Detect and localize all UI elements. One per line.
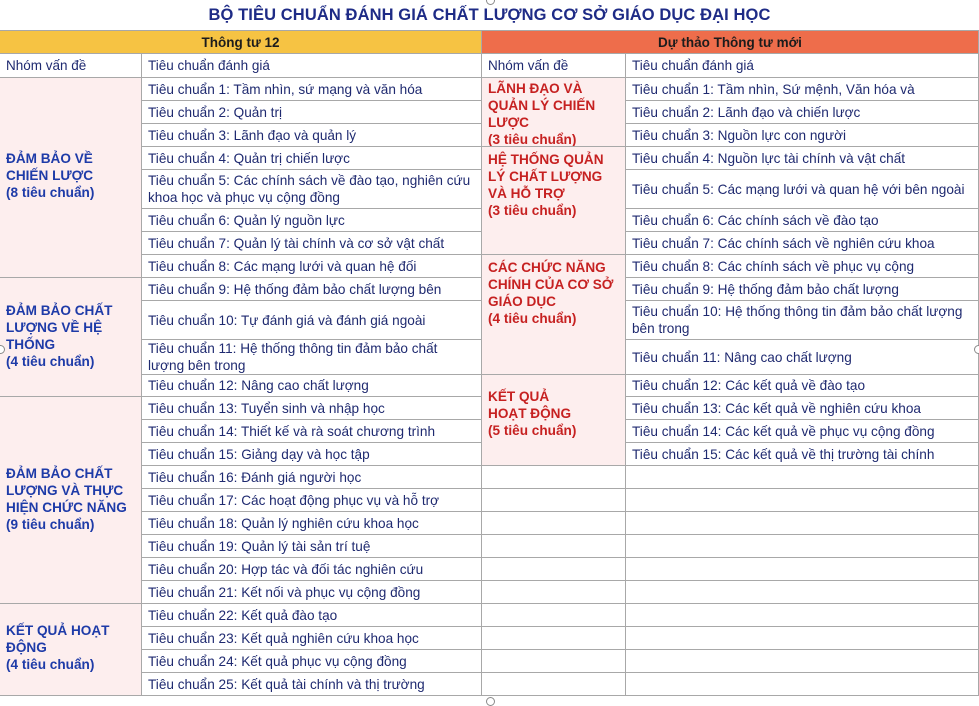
empty-cell xyxy=(482,673,626,696)
right-standard-text: Tiêu chuẩn 1: Tầm nhìn, Sứ mệnh, Văn hóa và xyxy=(632,81,915,97)
right-group-title: LÃNH ĐẠO VÀ QUẢN LÝ CHIẾN LƯỢC xyxy=(488,81,596,130)
left-group-title: ĐẢM BẢO CHẤT LƯỢNG VÀ THỰC HIỆN CHỨC NĂNG xyxy=(6,466,127,515)
right-standard-row xyxy=(626,232,979,255)
empty-row xyxy=(626,535,979,558)
left-standard-text: Tiêu chuẩn 6: Quản lý nguồn lực xyxy=(148,212,345,228)
right-group-2 xyxy=(482,147,626,255)
left-standard-text: Tiêu chuẩn 14: Thiết kế và rà soát chương trình xyxy=(148,423,436,439)
empty-row xyxy=(626,604,979,627)
left-standard-row xyxy=(142,209,482,232)
left-group-col-header: Nhóm vấn đề xyxy=(0,54,142,78)
right-standard-text: Tiêu chuẩn 14: Các kết quả về phục vụ cộng đồng xyxy=(632,423,935,439)
right-standard-row xyxy=(626,301,979,340)
right-standard-text: Tiêu chuẩn 11: Nâng cao chất lượng xyxy=(632,349,852,365)
empty-cell xyxy=(482,604,626,627)
right-group-title: HỆ THỐNG QUẢN LÝ CHẤT LƯỢNG VÀ HỖ TRỢ xyxy=(488,152,604,201)
right-standard-row xyxy=(626,147,979,170)
right-group-count: (3 tiêu chuẩn) xyxy=(488,132,577,147)
left-standard-text: Tiêu chuẩn 23: Kết quả nghiên cứu khoa học xyxy=(148,630,419,646)
left-standard-text: Tiêu chuẩn 3: Lãnh đạo và quản lý xyxy=(148,127,357,143)
right-group-1 xyxy=(482,78,626,147)
right-group-count: (5 tiêu chuẩn) xyxy=(488,423,577,438)
right-standard-text: Tiêu chuẩn 3: Nguồn lực con người xyxy=(632,127,847,143)
left-standard-text: Tiêu chuẩn 19: Quản lý tài sản trí tuệ xyxy=(148,538,371,554)
left-group-4 xyxy=(0,604,142,696)
left-standard-row xyxy=(142,627,482,650)
empty-cell xyxy=(482,558,626,581)
right-standard-row xyxy=(626,78,979,101)
left-group-title: KẾT QUẢ HOẠT ĐỘNG xyxy=(6,623,110,655)
left-standard-text: Tiêu chuẩn 5: Các chính sách về đào tạo, nghiên cứu khoa học và phục vụ cộng đồng xyxy=(148,173,471,205)
left-standard-text: Tiêu chuẩn 21: Kết nối và phục vụ cộng đồng xyxy=(148,584,421,600)
left-group-3 xyxy=(0,397,142,604)
empty-cell xyxy=(482,650,626,673)
empty-cell xyxy=(482,627,626,650)
right-standard-row xyxy=(626,255,979,278)
right-group-count: (3 tiêu chuẩn) xyxy=(488,203,577,218)
resize-handle[interactable] xyxy=(974,345,979,354)
page-title: BỘ TIÊU CHUẨN ĐÁNH GIÁ CHẤT LƯỢNG CƠ SỞ GIÁO DỤC ĐẠI HỌC xyxy=(0,0,979,31)
empty-row xyxy=(626,627,979,650)
right-standard-text: Tiêu chuẩn 12: Các kết quả về đào tạo xyxy=(632,378,866,393)
left-standard-row xyxy=(142,673,482,696)
left-standard-row xyxy=(142,78,482,101)
left-standard-row xyxy=(142,232,482,255)
right-group-count: (4 tiêu chuẩn) xyxy=(488,311,577,326)
right-band-header: Dự thảo Thông tư mới xyxy=(482,31,979,54)
right-standard-text: Tiêu chuẩn 13: Các kết quả về nghiên cứu khoa xyxy=(632,400,921,416)
left-standard-row xyxy=(142,278,482,301)
empty-row xyxy=(626,650,979,673)
left-standard-col-header: Tiêu chuẩn đánh giá xyxy=(142,54,482,78)
left-band-header: Thông tư 12 xyxy=(0,31,482,54)
right-standard-row xyxy=(626,443,979,466)
left-standard-text: Tiêu chuẩn 2: Quản trị xyxy=(148,104,282,120)
left-standard-row xyxy=(142,101,482,124)
left-standard-row xyxy=(142,255,482,278)
left-group-label xyxy=(6,465,132,533)
left-standard-text: Tiêu chuẩn 17: Các hoạt động phục vụ và hỗ trợ xyxy=(148,492,440,508)
left-standard-text: Tiêu chuẩn 1: Tầm nhìn, sứ mạng và văn hóa xyxy=(148,81,423,97)
left-standard-text: Tiêu chuẩn 20: Hợp tác và đối tác nghiên cứu xyxy=(148,561,424,577)
right-standard-row xyxy=(626,170,979,209)
empty-cell xyxy=(482,535,626,558)
right-standard-row xyxy=(626,340,979,375)
left-standard-text: Tiêu chuẩn 7: Quản lý tài chính và cơ sở vật chất xyxy=(148,235,445,251)
left-standard-row xyxy=(142,147,482,170)
left-standard-text: Tiêu chuẩn 12: Nâng cao chất lượng xyxy=(148,378,369,393)
right-standard-text: Tiêu chuẩn 15: Các kết quả về thị trường tài chính xyxy=(632,446,935,462)
left-group-label xyxy=(6,302,114,370)
left-standard-row xyxy=(142,535,482,558)
left-standard-text: Tiêu chuẩn 9: Hệ thống đảm bảo chất lượng bên xyxy=(148,281,442,297)
left-standard-row xyxy=(142,650,482,673)
left-standard-text: Tiêu chuẩn 22: Kết quả đào tạo xyxy=(148,607,338,623)
left-standard-text: Tiêu chuẩn 25: Kết quả tài chính và thị trường xyxy=(148,676,425,692)
right-group-col-header: Nhóm vấn đề xyxy=(482,54,626,78)
right-group-label xyxy=(488,388,588,439)
right-group-4 xyxy=(482,375,626,466)
right-standard-text: Tiêu chuẩn 7: Các chính sách về nghiên cứu khoa xyxy=(632,235,935,251)
right-group-title: CÁC CHỨC NĂNG CHÍNH CỦA CƠ SỞ GIÁO DỤC xyxy=(488,260,614,309)
right-group-label xyxy=(488,80,600,147)
left-standard-row xyxy=(142,301,482,340)
empty-row xyxy=(626,512,979,535)
left-group-count: (4 tiêu chuẩn) xyxy=(6,354,95,369)
empty-cell xyxy=(482,581,626,604)
empty-row xyxy=(626,466,979,489)
left-standard-row xyxy=(142,581,482,604)
left-group-count: (4 tiêu chuẩn) xyxy=(6,657,95,672)
left-standard-text: Tiêu chuẩn 18: Quản lý nghiên cứu khoa học xyxy=(148,515,419,531)
left-standard-row xyxy=(142,420,482,443)
right-standard-text: Tiêu chuẩn 2: Lãnh đạo và chiến lược xyxy=(632,104,861,120)
left-standard-row xyxy=(142,604,482,627)
left-group-2 xyxy=(0,278,142,397)
empty-row xyxy=(626,489,979,512)
right-standard-col-header: Tiêu chuẩn đánh giá xyxy=(626,54,979,78)
right-standard-row xyxy=(626,420,979,443)
left-standard-text: Tiêu chuẩn 13: Tuyển sinh và nhập học xyxy=(148,400,385,416)
empty-cell xyxy=(482,489,626,512)
empty-row xyxy=(626,673,979,696)
left-group-label xyxy=(6,150,106,201)
right-group-label xyxy=(488,259,616,327)
right-standard-row xyxy=(626,124,979,147)
left-group-count: (8 tiêu chuẩn) xyxy=(6,185,95,200)
right-standard-row xyxy=(626,375,979,397)
right-standard-row xyxy=(626,397,979,420)
left-standard-row xyxy=(142,489,482,512)
empty-row xyxy=(626,581,979,604)
right-standard-text: Tiêu chuẩn 9: Hệ thống đảm bảo chất lượng xyxy=(632,281,899,297)
left-standard-text: Tiêu chuẩn 4: Quản trị chiến lược xyxy=(148,150,350,166)
left-group-1 xyxy=(0,78,142,278)
right-standard-row xyxy=(626,209,979,232)
left-standard-row xyxy=(142,558,482,581)
left-standard-text: Tiêu chuẩn 10: Tự đánh giá và đánh giá ngoài xyxy=(148,312,426,328)
left-standard-row xyxy=(142,340,482,375)
left-standard-row xyxy=(142,397,482,420)
right-standard-text: Tiêu chuẩn 4: Nguồn lực tài chính và vật chất xyxy=(632,150,906,166)
right-standard-text: Tiêu chuẩn 6: Các chính sách về đào tạo xyxy=(632,212,879,228)
right-group-label xyxy=(488,151,608,219)
right-standard-text: Tiêu chuẩn 10: Hệ thống thông tin đảm bảo chất lượng bên trong xyxy=(632,304,963,336)
right-standard-text: Tiêu chuẩn 5: Các mạng lưới và quan hệ với bên ngoài xyxy=(632,181,965,197)
right-group-title: KẾT QUẢ HOẠT ĐỘNG xyxy=(488,389,572,421)
empty-cell xyxy=(482,512,626,535)
left-standard-row xyxy=(142,170,482,209)
right-standard-row xyxy=(626,101,979,124)
left-standard-row xyxy=(142,124,482,147)
right-standard-text: Tiêu chuẩn 8: Các chính sách về phục vụ cộng xyxy=(632,258,915,274)
left-standard-row xyxy=(142,375,482,397)
left-group-title: ĐẢM BẢO CHẤT LƯỢNG VỀ HỆ THỐNG xyxy=(6,303,113,352)
left-standard-text: Tiêu chuẩn 24: Kết quả phục vụ cộng đồng xyxy=(148,653,407,669)
left-standard-row xyxy=(142,466,482,489)
left-group-title: ĐẢM BẢO VỀ CHIẾN LƯỢC xyxy=(6,151,94,183)
empty-cell xyxy=(482,466,626,489)
left-standard-row xyxy=(142,443,482,466)
right-group-3 xyxy=(482,255,626,375)
left-standard-text: Tiêu chuẩn 15: Giảng dạy và học tập xyxy=(148,446,370,462)
right-standard-row xyxy=(626,278,979,301)
empty-row xyxy=(626,558,979,581)
left-standard-text: Tiêu chuẩn 16: Đánh giá người học xyxy=(148,469,362,485)
left-standard-text: Tiêu chuẩn 8: Các mạng lưới và quan hệ đối xyxy=(148,258,417,274)
left-standard-row xyxy=(142,512,482,535)
left-group-label xyxy=(6,622,112,673)
left-group-count: (9 tiêu chuẩn) xyxy=(6,517,95,532)
left-standard-text: Tiêu chuẩn 11: Hệ thống thông tin đảm bảo chất lượng bên trong xyxy=(148,341,438,373)
